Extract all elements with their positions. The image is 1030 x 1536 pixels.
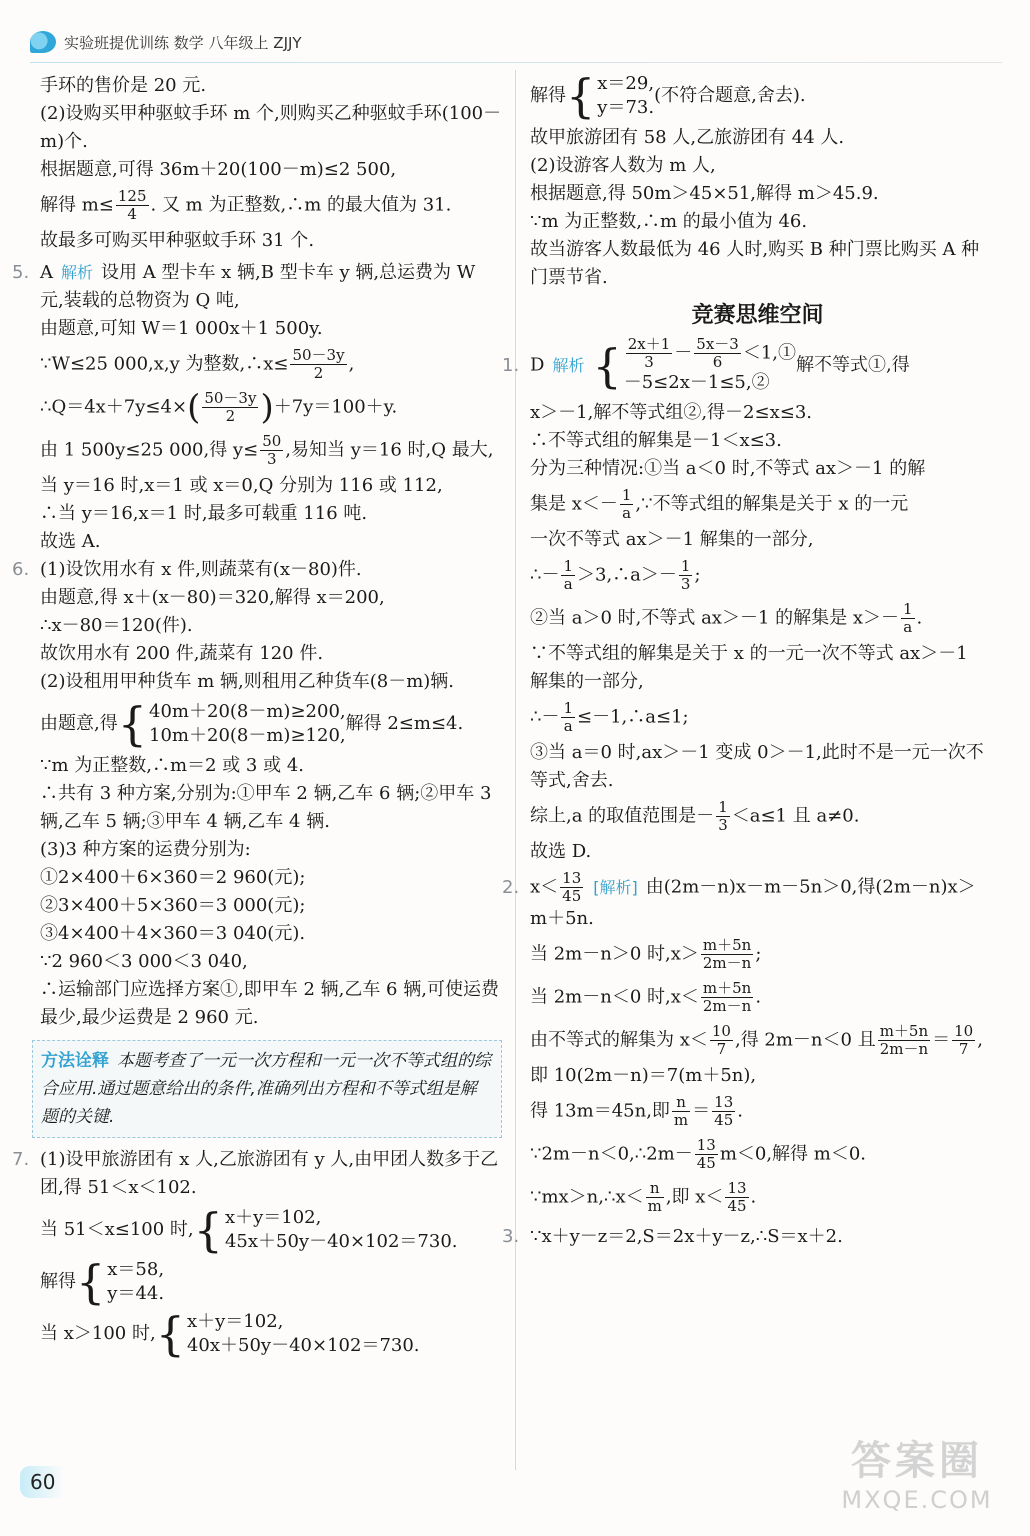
fraction-denominator: 45 xyxy=(714,1111,734,1129)
fraction xyxy=(561,558,575,593)
fraction xyxy=(901,601,915,636)
fraction-denominator: a xyxy=(622,504,632,522)
fraction-numerator: 50 xyxy=(262,432,282,450)
text-span: 由题意,得 xyxy=(40,713,118,734)
text-span: － xyxy=(674,342,693,364)
text-line: 故选 D. xyxy=(530,841,592,862)
inequality-system xyxy=(592,336,796,395)
fraction-numerator: m＋5n xyxy=(702,979,752,997)
text-span: ,∵不等式组的解集是关于 x 的一元 xyxy=(635,493,909,515)
question-1 xyxy=(502,335,985,395)
question-number: 5. xyxy=(12,262,30,283)
system-row: 40x＋50y－40×102＝730. xyxy=(186,1335,420,1356)
answer: A xyxy=(40,262,53,283)
text-span: ≤－1,∴a≤1; xyxy=(577,706,689,728)
fraction-numerator: 2x＋1 xyxy=(627,335,671,353)
text-line xyxy=(530,601,985,636)
tip-label: 方法诠释 xyxy=(41,1051,109,1071)
fraction-numerator: 1 xyxy=(563,699,573,717)
equation-system xyxy=(566,69,655,123)
system-row: 10m＋20(8－m)≥120, xyxy=(149,725,346,746)
text-line: ∴不等式组的解集是－1＜x≤3. xyxy=(530,430,782,451)
text-line: 故甲旅游团有 58 人,乙旅游团有 44 人. xyxy=(530,127,845,148)
text-span: ; xyxy=(694,564,701,586)
fraction-numerator: 1 xyxy=(621,486,632,504)
text-span: 解得 xyxy=(40,1271,76,1292)
system-row: y＝44. xyxy=(107,1283,165,1304)
fraction xyxy=(561,700,575,735)
fraction-denominator: a xyxy=(903,618,913,636)
text-line xyxy=(530,1137,985,1172)
fraction-numerator: 10 xyxy=(954,1022,974,1040)
text-span: 由 1 500y≤25 000,得 y≤ xyxy=(40,439,259,461)
text-span: ＜1,① xyxy=(742,342,797,364)
section-title: 竞赛思维空间 xyxy=(691,303,824,328)
fraction-denominator: 3 xyxy=(680,575,691,593)
text-span: 由不等式的解集为 x＜ xyxy=(530,1029,708,1051)
answer: D xyxy=(530,354,545,376)
fraction xyxy=(620,487,634,522)
fraction xyxy=(679,558,693,593)
question-number: 3. xyxy=(502,1226,520,1247)
question-number: 1. xyxy=(502,354,520,376)
text-span: ∵mx＞n,∴x＜ xyxy=(530,1186,644,1208)
fraction xyxy=(725,1180,748,1215)
text-line: 故最多可购买甲种驱蚊手环 31 个. xyxy=(40,230,315,251)
left-paren: ( xyxy=(187,387,201,428)
question-number: 2. xyxy=(502,876,520,898)
text-line: 故饮用水有 200 件,蔬菜有 120 件. xyxy=(40,643,324,664)
text-span: . xyxy=(916,607,923,629)
fraction xyxy=(672,1094,690,1129)
system-row: 45x＋50y－40×102＝730. xyxy=(224,1231,458,1252)
text-line: 由题意,可知 W＝1 000x＋1 500y. xyxy=(40,318,323,339)
question-number: 6. xyxy=(12,559,30,580)
text-span: . xyxy=(755,986,762,1008)
text-span: (不符合题意,舍去). xyxy=(654,85,806,106)
text-line xyxy=(530,558,985,593)
text-span: 解得 m≤ xyxy=(40,194,114,216)
text-span: ＝ xyxy=(932,1029,951,1051)
text-span: 当 x＞100 时, xyxy=(40,1323,156,1344)
text-line xyxy=(40,188,502,223)
left-brace: { xyxy=(592,338,622,393)
text-line: ∵m 为正整数,∴m 的最小值为 46. xyxy=(530,211,808,232)
text-line: ∵不等式组的解集是关于 x 的一元一次不等式 ax＞－1 解集的一部分, xyxy=(530,643,968,692)
fraction-denominator: a xyxy=(563,717,573,735)
text-span: 解不等式①,得 xyxy=(796,354,910,376)
text-line: 故选 A. xyxy=(40,531,101,552)
fraction-numerator: 50－3y xyxy=(204,389,257,407)
text-line: (3)3 种方案的运费分别为: xyxy=(40,839,251,860)
text-line: 根据题意,可得 36m＋20(100－m)≤2 500, xyxy=(40,159,397,180)
text-line: ③当 a＝0 时,ax＞－1 变成 0＞－1,此时不是一元一次不等式,舍去. xyxy=(530,742,984,791)
text-line: 根据题意,得 50m＞45×51,解得 m＞45.9. xyxy=(530,183,879,204)
system-row: x＋y＝102, xyxy=(186,1311,284,1332)
answer: x＜ xyxy=(530,876,559,898)
text-line xyxy=(40,347,502,382)
text-line: 由题意,得 x＋(x－80)＝320,解得 x＝200, xyxy=(40,587,385,608)
tip-text: 本题考查了一元一次方程和一元一次不等式组的综合应用.通过题意给出的条件,准确列出方程和不等式组是解题的关键. xyxy=(41,1051,491,1127)
text-line xyxy=(40,1255,502,1309)
text-line: (2)设租用甲种货车 m 辆,则租用乙种货车(8－m)辆. xyxy=(40,671,455,692)
text-line: ∵m 为正整数,∴m＝2 或 3 或 4. xyxy=(40,755,304,776)
text-span: ②当 a＞0 时,不等式 ax＞－1 的解集是 x＞－ xyxy=(530,607,899,629)
fraction-denominator: 45 xyxy=(562,887,582,905)
text-line: 当 y＝16 时,x＝1 或 x＝0,Q 分别为 116 或 112, xyxy=(40,475,443,496)
fraction-numerator: n xyxy=(672,1094,690,1112)
fraction-numerator: 13 xyxy=(727,1179,747,1197)
text-line xyxy=(530,1023,985,1058)
system-row: 40m＋20(8－m)≥200, xyxy=(149,701,346,722)
equation-system xyxy=(193,1203,458,1257)
fraction-denominator: 45 xyxy=(727,1197,747,1215)
fraction xyxy=(952,1023,975,1058)
analysis-tag: [ 解析 ] xyxy=(593,878,638,897)
fraction-denominator: 3 xyxy=(644,353,654,371)
fraction xyxy=(626,336,673,371)
analysis-tag: 解析 xyxy=(552,355,585,375)
text-span: 当 51＜x≤100 时, xyxy=(40,1219,194,1240)
system-row: y＝73. xyxy=(597,97,655,118)
column-divider xyxy=(515,70,516,1470)
fraction xyxy=(710,1023,733,1058)
fraction-numerator: n xyxy=(646,1180,664,1198)
page-header xyxy=(30,28,302,56)
fraction xyxy=(701,980,753,1015)
text-span: ; xyxy=(755,943,762,965)
text-span: ∴－ xyxy=(530,564,560,586)
fraction-numerator: 13 xyxy=(714,1093,734,1111)
fraction-denominator: 45 xyxy=(696,1154,716,1172)
text-line xyxy=(40,697,502,751)
equation-system xyxy=(155,1307,420,1361)
text-line xyxy=(530,69,985,123)
text-span: , xyxy=(348,353,355,375)
page-number: 60 xyxy=(20,1466,65,1498)
text-line xyxy=(530,700,985,735)
text-span: m＜0,解得 m＜0. xyxy=(719,1143,867,1165)
left-brace: { xyxy=(76,1255,106,1309)
text-line: 即 10(2m－n)＝7(m＋5n), xyxy=(530,1065,757,1086)
text-line: 一次不等式 ax＞－1 解集的一部分, xyxy=(530,529,814,550)
text-span: ＞3,∴a＞－ xyxy=(577,564,677,586)
question-2 xyxy=(502,869,985,933)
fraction-numerator: 125 xyxy=(117,187,147,205)
left-brace: { xyxy=(193,1203,223,1257)
system-row: x＋y＝102, xyxy=(224,1207,322,1228)
fraction xyxy=(260,433,283,468)
left-brace: { xyxy=(117,697,148,751)
text-span: 集是 x＜－ xyxy=(530,493,618,515)
question-3 xyxy=(502,1223,985,1251)
fraction-denominator: m xyxy=(647,1197,662,1215)
fraction xyxy=(290,347,346,382)
text-span: ,得 2m－n＜0 且 xyxy=(734,1029,876,1051)
watermark-url: MXQE.COM xyxy=(841,1485,993,1514)
fraction-numerator: 13 xyxy=(562,869,582,887)
text-span: . 又 m 为正整数,∴m 的最大值为 31. xyxy=(150,194,452,216)
text-span: . xyxy=(750,1186,757,1208)
text-span: (1)设甲旅游团有 x 人,乙旅游团有 y 人,由甲团人数多于乙团,得 51＜x＜102. xyxy=(40,1149,499,1198)
text-line: ∴x－80＝120(件). xyxy=(40,615,193,636)
fraction-denominator: 7 xyxy=(958,1040,969,1058)
fraction xyxy=(646,1180,664,1215)
text-line: ②3×400＋5×360＝3 000(元); xyxy=(40,895,306,916)
fraction-denominator: 2m－n xyxy=(879,1040,929,1058)
text-span: 解得 2≤m≤4. xyxy=(345,713,464,734)
fraction-denominator: a xyxy=(563,575,573,593)
fraction-numerator: 5x－3 xyxy=(696,335,739,353)
text-span: 当 2m－n＞0 时,x＞ xyxy=(530,943,699,965)
text-span: ∴Q＝4x＋7y≤4× xyxy=(40,396,188,418)
fraction xyxy=(878,1023,930,1058)
fraction xyxy=(716,799,730,834)
equation-system xyxy=(76,1255,165,1309)
text-line xyxy=(530,799,985,834)
fraction-denominator: 4 xyxy=(127,205,137,223)
left-column xyxy=(12,72,502,1361)
text-line: 分为三种情况:①当 a＜0 时,不等式 ax＞－1 的解 xyxy=(530,458,926,479)
fraction xyxy=(202,390,258,425)
question-7 xyxy=(12,1146,502,1202)
question-6 xyxy=(12,556,502,584)
fraction-numerator: 1 xyxy=(563,557,573,575)
fraction-denominator: 2m－n xyxy=(702,954,752,972)
fraction-numerator: 1 xyxy=(903,600,913,618)
text-line: ∵2 960＜3 000＜3 040, xyxy=(40,951,248,972)
text-line xyxy=(530,1180,985,1215)
fraction-denominator: 2 xyxy=(225,407,236,425)
text-line: (2)设游客人数为 m 人, xyxy=(530,155,716,176)
watermark-logo xyxy=(832,1426,1002,1516)
text-line: ∴运输部门应选择方案①,即甲车 2 辆,乙车 6 辆,可使运费最少,最少运费是 2 960 元. xyxy=(40,979,499,1028)
text-line xyxy=(530,980,985,1015)
text-line: 故当游客人数最低为 46 人时,购买 B 种门票比购买 A 种门票节省. xyxy=(530,239,980,288)
text-line xyxy=(530,1094,985,1129)
right-column xyxy=(502,69,985,1251)
fraction-denominator: 2 xyxy=(313,364,324,382)
text-line: ①2×400＋6×360＝2 960(元); xyxy=(40,867,306,888)
text-line xyxy=(530,487,985,522)
text-span: ＝ xyxy=(692,1100,711,1122)
text-line: ∴当 y＝16,x＝1 时,最多可载重 116 吨. xyxy=(40,503,368,524)
fraction-numerator: 10 xyxy=(711,1022,731,1040)
text-span: (1)设饮用水有 x 件,则蔬菜有(x－80)件. xyxy=(40,559,362,580)
question-5 xyxy=(12,259,502,315)
text-span: 得 13m＝45n,即 xyxy=(530,1100,670,1122)
system-row: －5≤2x－1≤5,② xyxy=(623,372,770,393)
text-span: ,易知当 y＝16 时,Q 最大, xyxy=(285,439,494,461)
fraction-denominator: 7 xyxy=(716,1040,727,1058)
fraction-denominator: 3 xyxy=(266,450,277,468)
text-span: ∵2m－n＜0,∴2m－ xyxy=(530,1143,693,1165)
text-span: ,即 x＜ xyxy=(665,1186,724,1208)
text-span: 综上,a 的取值范围是－ xyxy=(530,805,715,827)
fraction-numerator: 1 xyxy=(718,798,728,816)
watermark-text: 答案圈 xyxy=(851,1437,983,1484)
book-logo-icon xyxy=(30,31,56,53)
fraction-numerator: m＋5n xyxy=(879,1022,929,1040)
fraction-denominator: 2m－n xyxy=(702,997,752,1015)
equation-system xyxy=(117,697,346,751)
fraction xyxy=(116,188,149,223)
left-brace: { xyxy=(566,69,596,123)
fraction-numerator: 50－3y xyxy=(292,346,345,364)
left-brace: { xyxy=(155,1307,185,1361)
text-span: ∵W≤25 000,x,y 为整数,∴x≤ xyxy=(40,353,289,375)
text-line: (2)设购买甲种驱蚊手环 m 个,则购买乙种驱蚊手环(100－m)个. xyxy=(40,103,502,152)
fraction-denominator: m xyxy=(673,1111,689,1129)
text-line: 手环的售价是 20 元. xyxy=(40,75,207,96)
fraction xyxy=(701,937,753,972)
fraction-numerator: 1 xyxy=(680,557,691,575)
method-tip-box xyxy=(32,1040,502,1138)
question-number: 7. xyxy=(12,1149,30,1170)
text-line xyxy=(40,1307,502,1361)
fraction xyxy=(712,1094,735,1129)
text-line xyxy=(530,937,985,972)
text-span: . xyxy=(737,1100,743,1122)
text-span: 当 2m－n＜0 时,x＜ xyxy=(530,986,699,1008)
text-span: 设用 A 型卡车 x 辆,B 型卡车 y 辆,总运费为 W 元,装载的总物资为 Q 吨, xyxy=(40,262,476,311)
header-divider xyxy=(30,62,1002,63)
text-line xyxy=(40,1203,502,1257)
text-span: 解得 xyxy=(530,85,566,106)
header-title: 实验班提优训练 数学 八年级上 ZJJY xyxy=(64,33,302,52)
fraction xyxy=(695,1137,718,1172)
fraction xyxy=(694,336,741,371)
text-line xyxy=(40,387,502,428)
text-span: ＜a≤1 且 a≠0. xyxy=(731,805,860,827)
right-paren: ) xyxy=(260,387,274,428)
fraction xyxy=(560,870,583,905)
fraction-denominator: 6 xyxy=(712,353,723,371)
system-row: x＝29, xyxy=(597,73,655,94)
text-span: 由(2m－n)x－m－5n＞0,得(2m－n)x＞m＋5n. xyxy=(530,876,976,929)
text-span: ∴－ xyxy=(530,706,560,728)
analysis-tag: 解析 xyxy=(61,263,94,282)
text-line: ∴共有 3 种方案,分别为:①甲车 2 辆,乙车 6 辆;②甲车 3 辆,乙车 5 辆;③甲车 4 辆,乙车 4 辆. xyxy=(40,783,492,832)
text-line: x＞－1,解不等式组②,得－2≤x≤3. xyxy=(530,402,812,423)
text-span: ∵x＋y－z＝2,S＝2x＋y－z,∴S＝x＋2. xyxy=(530,1226,843,1247)
fraction-numerator: m＋5n xyxy=(702,936,752,954)
text-line: ③4×400＋4×360＝3 040(元). xyxy=(40,923,306,944)
system-row: x＝58, xyxy=(107,1259,165,1280)
text-span: , xyxy=(977,1029,983,1051)
system-row xyxy=(624,336,796,371)
fraction-numerator: 13 xyxy=(696,1136,716,1154)
text-line xyxy=(40,433,502,468)
fraction-denominator: 3 xyxy=(718,816,728,834)
text-span: ＋7y＝100＋y. xyxy=(273,396,398,418)
